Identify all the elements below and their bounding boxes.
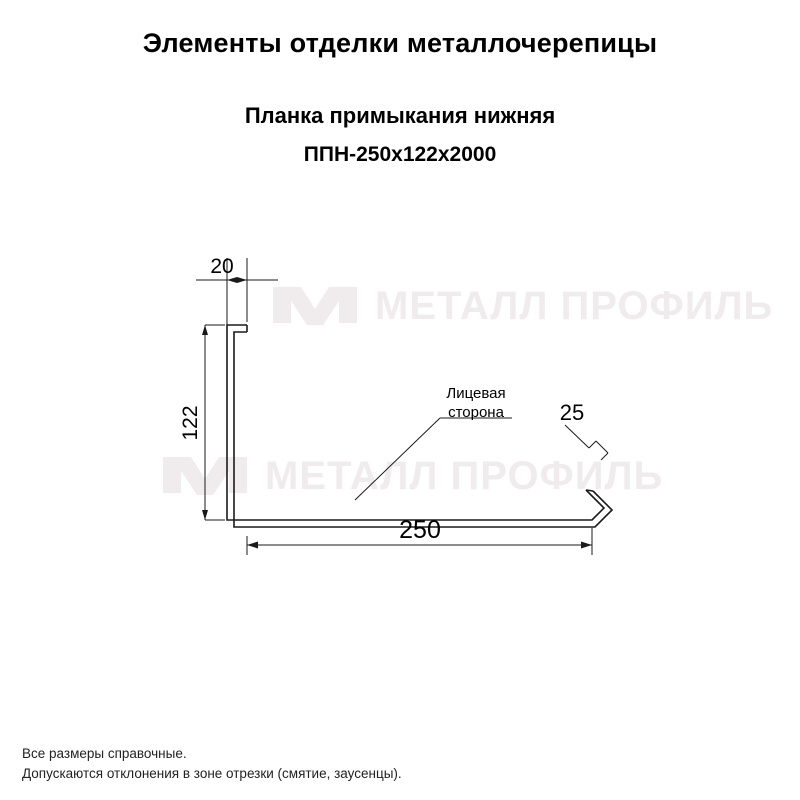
face-side-label-line2: сторона (448, 404, 504, 421)
dimension-122: 122 (179, 405, 202, 441)
technical-drawing (0, 180, 800, 620)
footer-note-1: Все размеры справочные. (22, 746, 187, 761)
product-name: Планка примыкания нижняя (244, 103, 556, 128)
dimension-25: 25 (559, 400, 585, 425)
product-code: ППН-250х122х2000 (303, 143, 497, 166)
dimension-20: 20 (210, 255, 234, 278)
dimension-250: 250 (399, 516, 441, 544)
page-title: Элементы отделки металлочерепицы (142, 28, 658, 58)
svg-text:МЕТАЛЛ ПРОФИЛЬ: МЕТАЛЛ ПРОФИЛЬ (265, 454, 664, 498)
face-side-label-line1: Лицевая (446, 385, 506, 402)
footer-notes (22, 744, 402, 784)
footer-note-2: Допускаются отклонения в зоне отрезки (смятие, заусенцы). (22, 766, 402, 781)
svg-text:МЕТАЛЛ ПРОФИЛЬ: МЕТАЛЛ ПРОФИЛЬ (375, 284, 774, 328)
